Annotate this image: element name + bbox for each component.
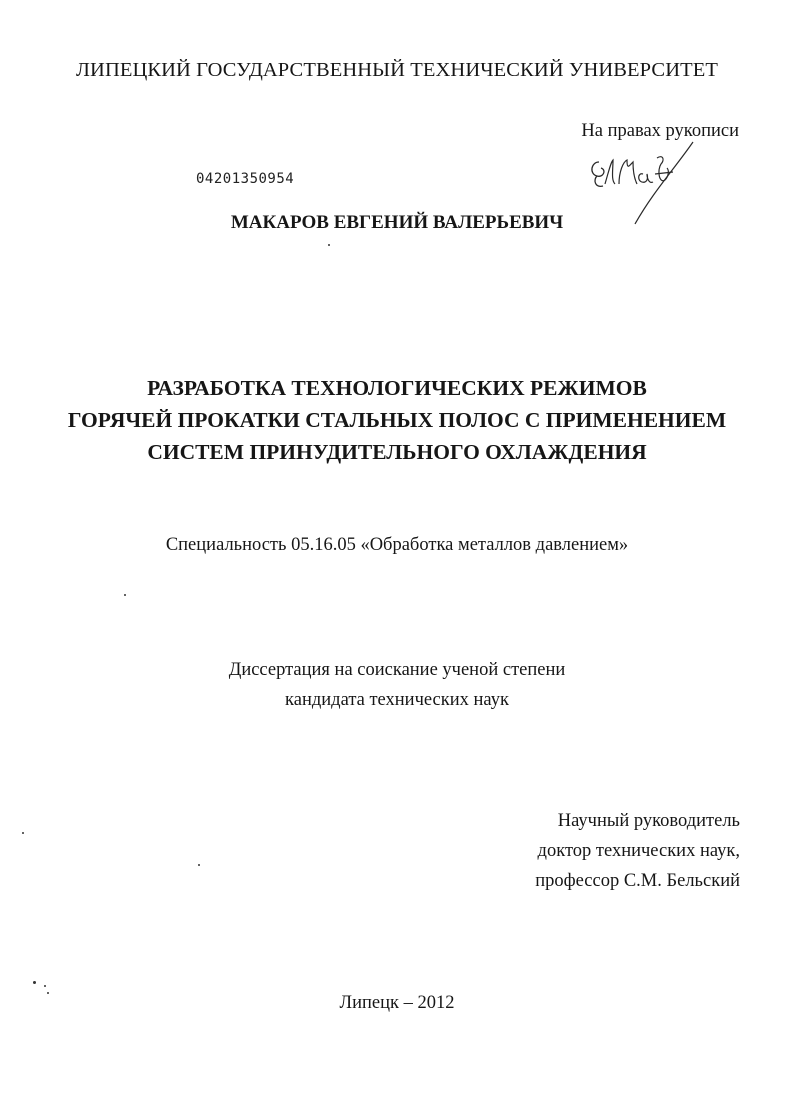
university-name: ЛИПЕЦКИЙ ГОСУДАРСТВЕННЫЙ ТЕХНИЧЕСКИЙ УНИВЕРСИТЕТ (76, 59, 718, 81)
scan-speck (328, 244, 330, 246)
supervisor-line: Научный руководитель (557, 811, 740, 831)
supervisor-block (535, 806, 740, 896)
scan-speck (124, 594, 126, 596)
supervisor-line: профессор С.М. Бельский (535, 871, 740, 891)
registration-code: 04201350954 (196, 171, 295, 187)
specialty: Специальность 05.16.05 «Обработка металлов давлением» (165, 535, 629, 555)
scan-speck (33, 981, 36, 984)
city-year: Липецк – 2012 (339, 993, 455, 1013)
degree-statement (0, 655, 794, 715)
scan-speck (198, 864, 200, 866)
scan-speck (44, 985, 46, 987)
title-line: СИСТЕМ ПРИНУДИТЕЛЬНОГО ОХЛАЖДЕНИЯ (147, 440, 647, 464)
title-line: РАЗРАБОТКА ТЕХНОЛОГИЧЕСКИХ РЕЖИМОВ (147, 376, 647, 400)
degree-line: кандидата технических наук (285, 690, 509, 710)
manuscript-note: На правах рукописи (581, 121, 739, 141)
scan-speck (47, 992, 49, 994)
degree-line: Диссертация на соискание ученой степени (228, 660, 566, 680)
scan-speck (22, 832, 24, 834)
dissertation-title (0, 372, 794, 468)
author-name: МАКАРОВ ЕВГЕНИЙ ВАЛЕРЬЕВИЧ (230, 212, 564, 233)
title-line: ГОРЯЧЕЙ ПРОКАТКИ СТАЛЬНЫХ ПОЛОС С ПРИМЕНЕНИЕМ (67, 408, 727, 432)
supervisor-line: доктор технических наук, (537, 841, 740, 861)
